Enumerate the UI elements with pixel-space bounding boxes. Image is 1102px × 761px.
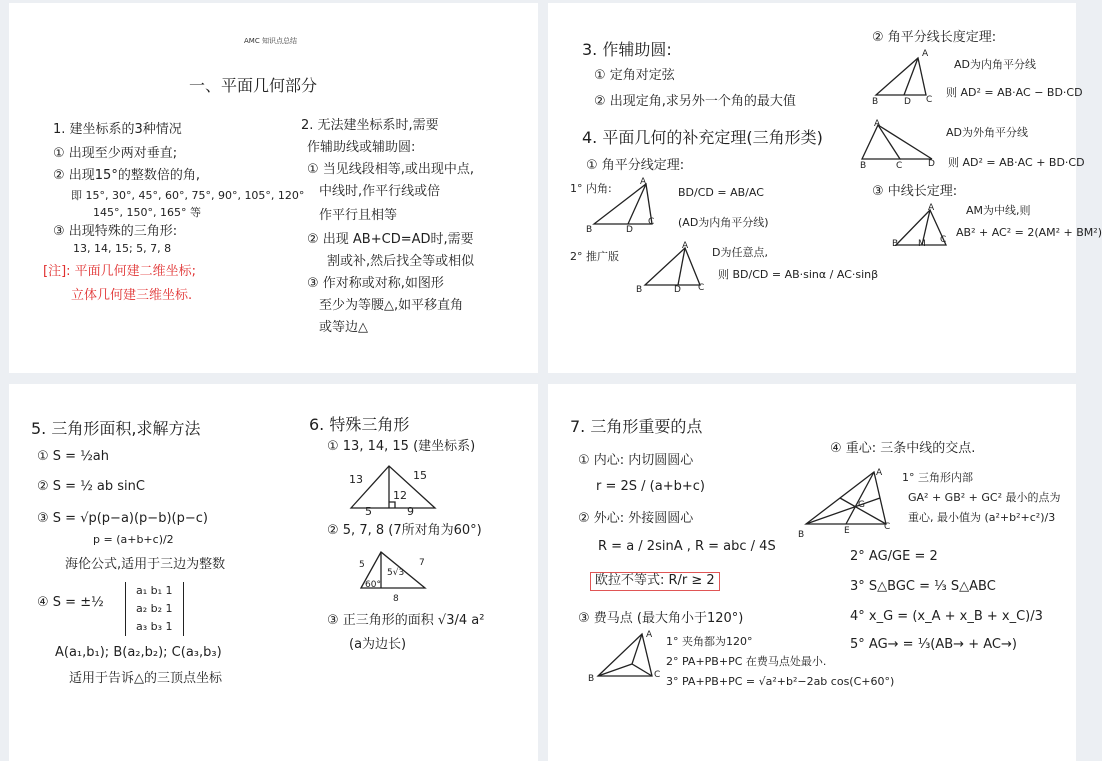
incenter: ① 内心: 内切圆圆心 (578, 453, 694, 468)
det-row-3: a₃ b₃ 1 (136, 620, 173, 633)
note-page-auxiliary-theorems: 3. 作辅助圆: ① 定角对定弦 ② 出现定角,求另外一个角的最大值 4. 平面几何的补充定理(三角形类) ① 角平分线定理: 1° 内角: A B D C BD/CD = AB/AC (AD为内角平分线) 2° 推广版 A B D C D为任意点, 则 BD/CD = AB·sinα / AC·sinβ ② 角平分线长度定理: A B D C AD为内角平分线 则 AD² = AB·AC − BD·CD A B C D AD为外角平分线 则 AD² = AB·AC + BD·CD ③ 中线长定理: A B M C AM为中线,则 AB² + AC² = 2(AM² + BM²) (548, 3, 1076, 373)
area-formula-3: ③ S = √p(p−a)(p−b)(p−c) (37, 511, 208, 526)
det-row-1: a₁ b₁ 1 (136, 584, 173, 597)
s6-line3: ③ 正三角形的面积 √3/4 a² (327, 613, 485, 628)
tri1-base-1: 5 (365, 505, 372, 518)
s7-title: 7. 三角形重要的点 (570, 417, 703, 436)
circumcenter-formula: R = a / 2sinA , R = abc / 4S (598, 539, 776, 554)
note-page-triangle-area (9, 384, 538, 761)
s4-title: 4. 平面几何的补充定理(三角形类) (582, 128, 823, 147)
centroid-line7: 5° AG→ = ⅓(AB→ + AC→) (850, 637, 1017, 652)
s5-title: 5. 三角形面积,求解方法 (31, 419, 201, 438)
s2-title: 2. 无法建坐标系时,需要 (301, 118, 439, 133)
s6-line1: ① 13, 14, 15 (建坐标系) (327, 439, 476, 454)
tri1-height: 12 (393, 489, 407, 502)
r-line4: 则 AD² = AB·AC + BD·CD (948, 156, 1085, 169)
note-line1: [注]: 平面几何建二维坐标; (43, 264, 197, 279)
inner-bisector-label: 1° 内角: (570, 182, 612, 195)
extended-note: D为任意点, (712, 246, 768, 259)
r-title: ② 角平分线长度定理: (872, 30, 997, 45)
note-page-triangle-centers: 7. 三角形重要的点 ① 内心: 内切圆圆心 r = 2S / (a+b+c) ② 外心: 外接圆圆心 R = a / 2sinA , R = abc / 4S 欧拉不等式: R/r ≥ 2 ③ 费马点 (最大角小于120°) A B C 1° 夹角都为120° 2° PA+PB+PC 在费马点处最小. 3° PA+PB+PC = √a²+b²−2ab cos(C+60°) ④ 重心: 三条中线的交点. A B E C G 1° 三角形内部 GA² + GB² + GC² 最小的点为 重心, 最小值为 (a²+b²+c²)/3 2° AG/GE = 2 3° S△BGC = ⅓ S△ABC 4° x_G = (x_A + x_B + x_C)/3 5° AG→ = ⅓(AB→ + AC→) (548, 384, 1076, 761)
s1-line1: ① 出现至少两对垂直; (53, 146, 178, 161)
s2-line7: ③ 作对称或对称,如图形 (307, 276, 444, 291)
centroid-line2: GA² + GB² + GC² 最小的点为 (908, 491, 1061, 504)
r-line6: AB² + AC² = 2(AM² + BM²) (956, 226, 1102, 239)
inner-bisector-formula: BD/CD = AB/AC (678, 186, 764, 199)
area-formula-3-p: p = (a+b+c)/2 (93, 533, 174, 546)
s2-line6: 割或补,然后找全等或相似 (327, 254, 475, 269)
s2-line9: 或等边△ (319, 320, 368, 335)
centroid-line1: 1° 三角形内部 (902, 471, 973, 484)
tri2-base: 8 (393, 594, 399, 604)
fermat-line2: 2° PA+PB+PC 在费马点处最小. (666, 655, 827, 668)
coordinate-note: 适用于告诉△的三顶点坐标 (69, 671, 222, 686)
r-line3: AD为外角平分线 (946, 126, 1028, 139)
s2-line8: 至少为等腰△,如平移直角 (319, 298, 464, 313)
centroid-line5: 3° S△BGC = ⅓ S△ABC (850, 579, 996, 594)
s2-line5: ② 出现 AB+CD=AD时,需要 (307, 232, 474, 247)
s1-line5: ③ 出现特殊的三角形: (53, 224, 178, 239)
centroid-line4: 2° AG/GE = 2 (850, 549, 938, 564)
centroid-triangle (804, 470, 894, 530)
note-line2: 立体几何建三维坐标. (71, 288, 193, 303)
section-heading: 一、平面几何部分 (189, 76, 318, 95)
s1-line2: ② 出现15°的整数倍的角, (53, 168, 200, 183)
s6-title: 6. 特殊三角形 (309, 415, 410, 434)
tri2-height: 5√3 (387, 568, 405, 578)
euler-inequality-box: 欧拉不等式: R/r ≥ 2 (590, 572, 720, 591)
centroid-line6: 4° x_G = (x_A + x_B + x_C)/3 (850, 609, 1043, 624)
area-formula-1: ① S = ½ah (37, 449, 110, 464)
s6-line2: ② 5, 7, 8 (7所对角为60°) (327, 523, 482, 538)
heron-note: 海伦公式,适用于三边为整数 (65, 557, 226, 572)
fermat-point: ③ 费马点 (最大角小于120°) (578, 611, 744, 626)
area-formula-2: ② S = ½ ab sinC (37, 479, 145, 494)
r-title2: ③ 中线长定理: (872, 184, 958, 199)
s2-line1: 作辅助线或辅助圆: (307, 140, 416, 155)
tri1-base-2: 9 (407, 505, 414, 518)
note-page-plane-geometry (9, 3, 538, 373)
s1-line3: 即 15°, 30°, 45°, 60°, 75°, 90°, 105°, 120° (71, 189, 305, 202)
s4-line1: ① 角平分线定理: (586, 158, 685, 173)
tri2-side-b: 7 (419, 558, 425, 568)
tri2-side-a: 5 (359, 560, 365, 570)
bisector-length-triangle-1 (874, 55, 934, 100)
tri1-side-b: 15 (413, 469, 427, 482)
centroid-title: ④ 重心: 三条中线的交点. (830, 441, 976, 456)
s3-title: 3. 作辅助圆: (582, 40, 672, 59)
extended-label: 2° 推广版 (570, 250, 619, 263)
s2-line2: ① 当见线段相等,或出现中点, (307, 162, 475, 177)
circumcenter: ② 外心: 外接圆圆心 (578, 511, 694, 526)
tri2-angle: 60° (365, 580, 381, 590)
s3-line1: ① 定角对定弦 (594, 68, 675, 83)
centroid-line3: 重心, 最小值为 (a²+b²+c²)/3 (908, 511, 1056, 524)
s6-line4: (a为边长) (349, 637, 407, 652)
s1-line6: 13, 14, 15; 5, 7, 8 (73, 242, 172, 255)
incenter-formula: r = 2S / (a+b+c) (596, 479, 705, 494)
r-line5: AM为中线,则 (966, 204, 1031, 217)
vertex-coordinates: A(a₁,b₁); B(a₂,b₂); C(a₃,b₃) (55, 645, 222, 660)
area-formula-4: ④ S = ±½ (37, 595, 104, 610)
tri1-side-a: 13 (349, 473, 363, 486)
r-line2: 则 AD² = AB·AC − BD·CD (946, 86, 1083, 99)
det-row-2: a₂ b₂ 1 (136, 602, 173, 615)
fermat-line1: 1° 夹角都为120° (666, 635, 753, 648)
s1-line4: 145°, 150°, 165° 等 (93, 206, 201, 219)
s2-line4: 作平行且相等 (319, 208, 398, 223)
s2-line3: 中线时,作平行线或倍 (319, 184, 441, 199)
fermat-line3: 3° PA+PB+PC = √a²+b²−2ab cos(C+60°) (666, 675, 895, 688)
s1-title: 1. 建坐标系的3种情况 (53, 122, 182, 137)
coordinate-determinant (125, 582, 184, 636)
document-title: AMC 知识点总结 (244, 37, 297, 45)
r-line1: AD为内角平分线 (954, 58, 1036, 71)
inner-bisector-note: (AD为内角平分线) (678, 216, 769, 229)
extended-formula: 则 BD/CD = AB·sinα / AC·sinβ (718, 268, 879, 281)
s3-line2: ② 出现定角,求另外一个角的最大值 (594, 94, 796, 109)
